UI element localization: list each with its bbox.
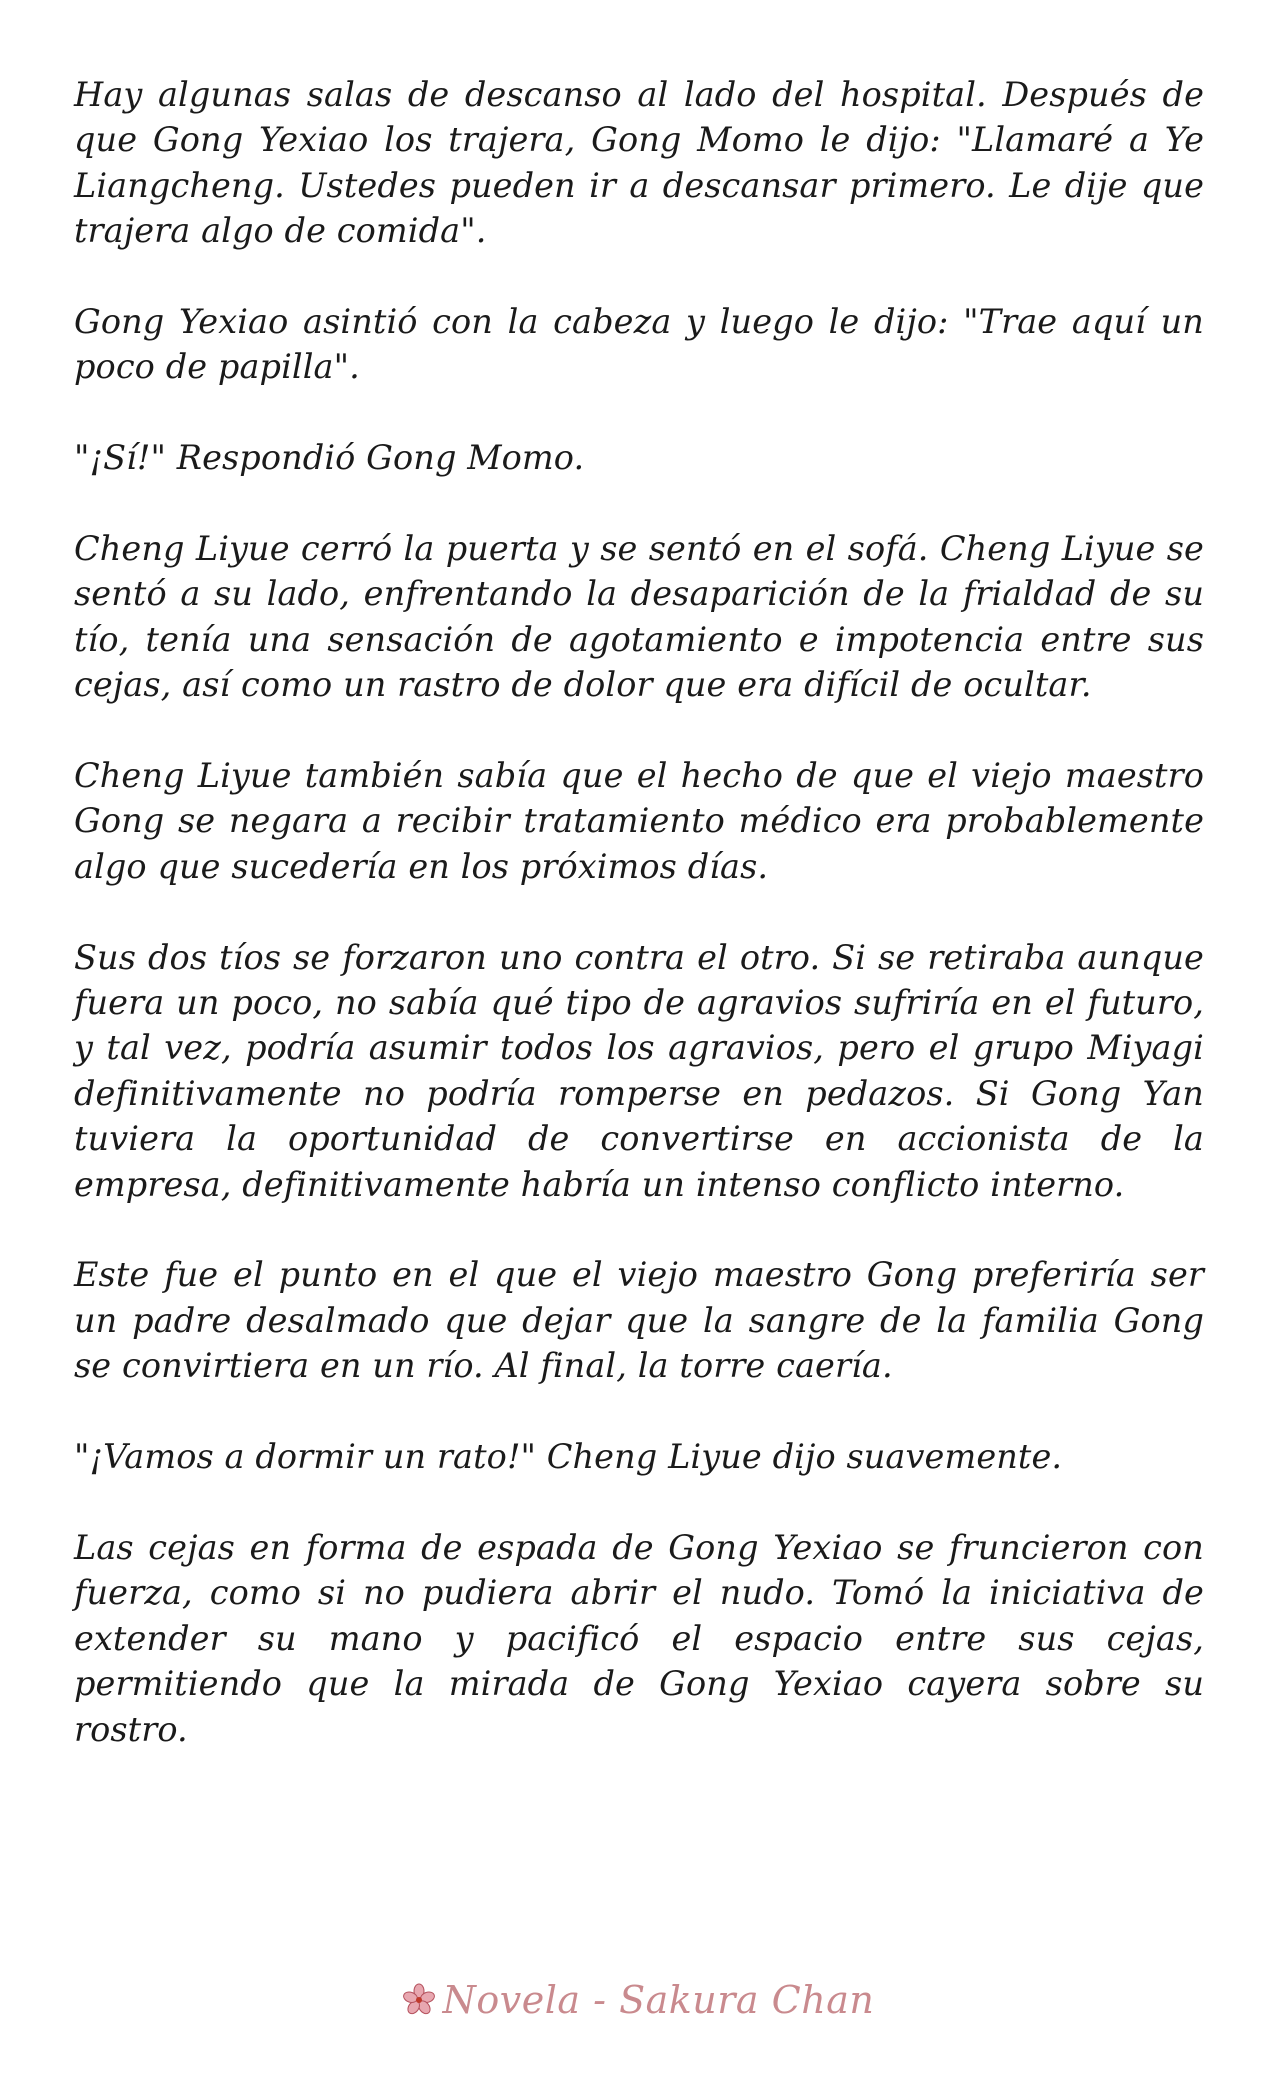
- paragraph-2: Gong Yexiao asintió con la cabeza y luego le dijo: "Trae aquí un poco de papilla".: [74, 302, 1204, 387]
- paragraph-7: Este fue el punto en el que el viejo maestro Gong preferiría ser un padre desalmado que dejar que la sangre de la familia Gong se convirtiera en un río. Al final, la torre caería.: [74, 1255, 1204, 1386]
- paragraph-5: Cheng Liyue también sabía que el hecho de que el viejo maestro Gong se negara a recibir tratamiento médico era probablemente algo que sucedería en los próximos días.: [74, 756, 1204, 886]
- paragraph-3: "¡Sí!" Respondió Gong Momo.: [74, 438, 585, 478]
- paragraph-1: Hay algunas salas de descanso al lado del hospital. Después de que Gong Yexiao los trajera, Gong Momo le dijo: "Llamaré a Ye Liangcheng. Ustedes pueden ir a descansar primero. Le dije que trajera algo de comida".: [74, 75, 1204, 251]
- watermark: [401, 1978, 875, 2022]
- watermark-text: Novela - Sakura Chan: [442, 1978, 875, 2022]
- document-body: [74, 72, 1204, 1797]
- paragraph-9: Las cejas en forma de espada de Gong Yexiao se fruncieron con fuerza, como si no pudiera abrir el nudo. Tomó la iniciativa de extender su mano y pacificó el espacio entre sus cejas, permitiendo que la mirada de Gong Yexiao cayera sobre su rostro.: [74, 1527, 1204, 1749]
- paragraph-8: "¡Vamos a dormir un rato!" Cheng Liyue dijo suavemente.: [74, 1437, 1063, 1477]
- paragraph-6: Sus dos tíos se forzaron uno contra el otro. Si se retiraba aunque fuera un poco, no sabía qué tipo de agravios sufriría en el futuro, y tal vez, podría asumir todos los agravios, pero el grupo Miyagi definitivamente no podría romperse en pedazos. Si Gong Yan tuviera la oportunidad de convertirse en accionista de la empresa, definitivamente habría un intenso conflicto interno.: [74, 937, 1204, 1204]
- paragraph-4: Cheng Liyue cerró la puerta y se sentó en el sofá. Cheng Liyue se sentó a su lado, enfrentando la desaparición de la frialdad de su tío, tenía una sensación de agotamiento e impotencia entre sus cejas, así como un rastro de dolor que era difícil de ocultar.: [74, 529, 1204, 705]
- sakura-flower-icon: [401, 1982, 437, 2018]
- footer: [0, 1978, 1275, 2023]
